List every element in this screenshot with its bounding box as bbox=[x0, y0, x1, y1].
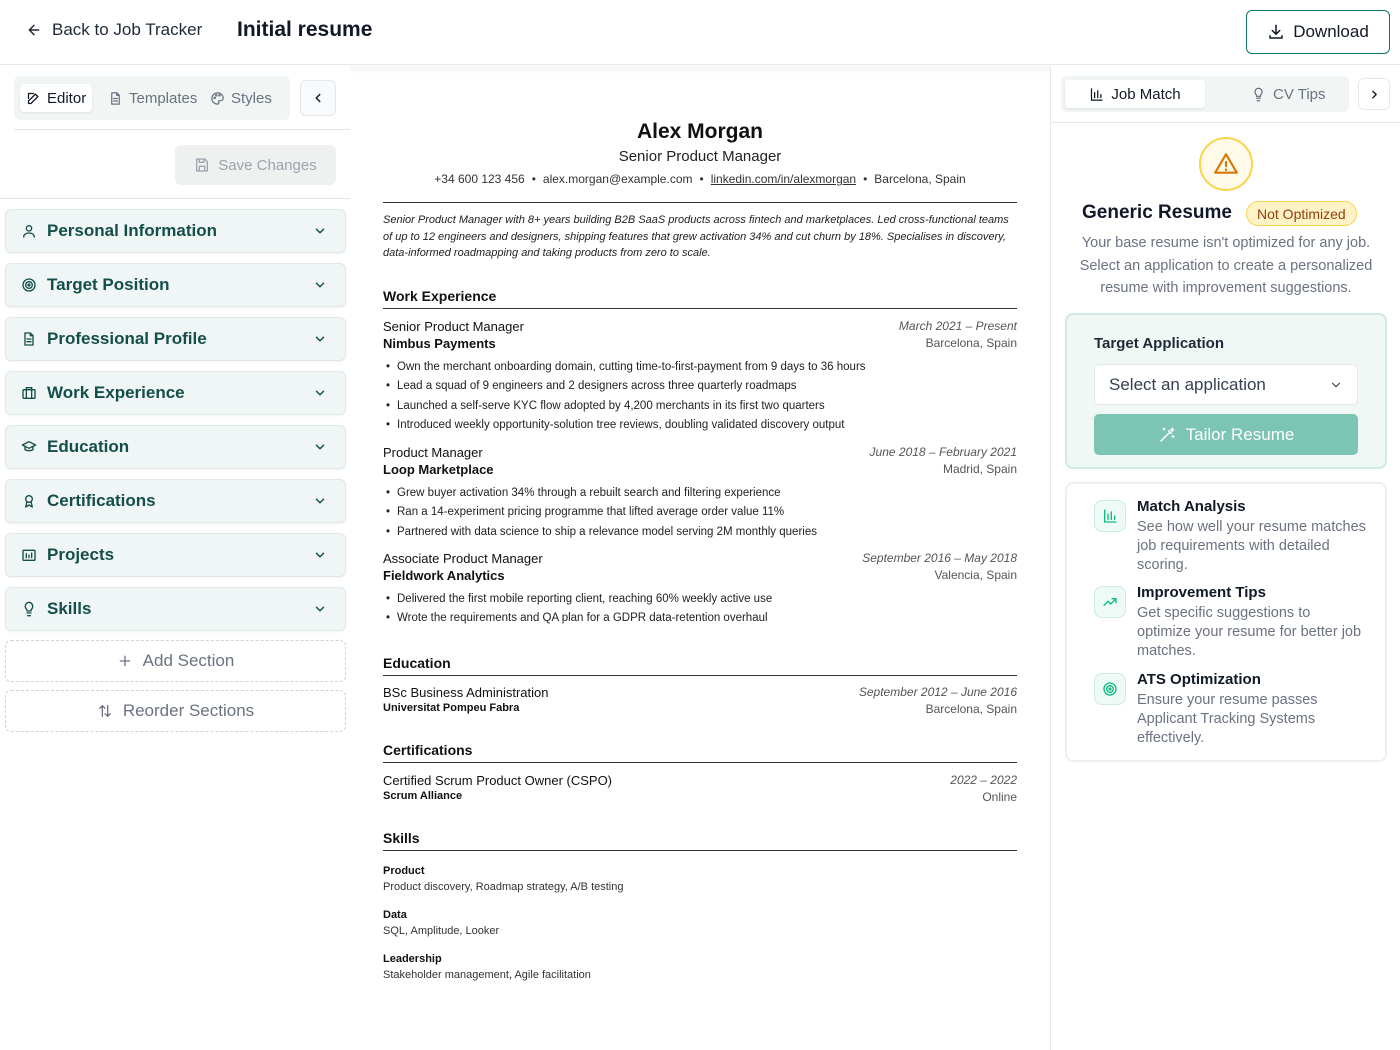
plus-icon bbox=[117, 653, 133, 669]
job-title: Senior Product Manager bbox=[383, 319, 524, 334]
reorder-sections-button[interactable] bbox=[5, 690, 346, 732]
folder-icon bbox=[20, 547, 37, 564]
certification-name: Certified Scrum Product Owner (CSPO) bbox=[383, 773, 613, 788]
preview-shadow bbox=[350, 66, 1050, 74]
job-dates: March 2021 – Present bbox=[898, 319, 1017, 333]
application-select-value: Select an application bbox=[1109, 374, 1266, 394]
edit-icon bbox=[26, 91, 41, 106]
features-card bbox=[1065, 482, 1387, 762]
resume-rule bbox=[383, 202, 1017, 203]
section-label: Skills bbox=[47, 599, 92, 618]
section-label: Work Experience bbox=[47, 383, 185, 402]
download-icon bbox=[1267, 23, 1285, 41]
resume-name: Alex Morgan bbox=[636, 120, 764, 143]
feature-title: ATS Optimization bbox=[1137, 671, 1261, 688]
application-select[interactable] bbox=[1094, 364, 1358, 405]
resume-rule bbox=[383, 675, 1017, 676]
job-bullet: • Own the merchant onboarding domain, cutting time-to-first-payment from 9 days to 36 hours bbox=[383, 358, 1017, 377]
resume-job bbox=[383, 551, 1017, 629]
skill-category: Product bbox=[383, 865, 425, 877]
tab-job-match-label: Job Match bbox=[1111, 85, 1181, 103]
resume-rule bbox=[383, 308, 1017, 309]
magic-wand-icon bbox=[1158, 426, 1176, 444]
resume-heading-work: Work Experience bbox=[383, 288, 497, 304]
section-personal-information[interactable] bbox=[5, 209, 346, 253]
job-bullet: • Ran a 14-experiment pricing programme that lifted average order value 11% bbox=[383, 503, 1017, 522]
chevron-down-icon bbox=[313, 332, 327, 346]
resume-role: Senior Product Manager bbox=[618, 148, 782, 165]
feature-title: Improvement Tips bbox=[1137, 584, 1266, 601]
download-button[interactable] bbox=[1246, 10, 1390, 54]
add-section-button[interactable] bbox=[5, 640, 346, 682]
back-to-job-tracker-link[interactable] bbox=[26, 20, 202, 40]
target-application-label: Target Application bbox=[1094, 335, 1225, 352]
resume-status-title: Generic Resume bbox=[1082, 202, 1232, 223]
job-company: Nimbus Payments bbox=[383, 336, 496, 351]
tailor-resume-label: Tailor Resume bbox=[1185, 424, 1295, 444]
certification-dates: 2022 – 2022 bbox=[950, 773, 1017, 787]
target-icon bbox=[20, 277, 37, 294]
job-bullet: • Launched a self-serve KYC flow adopted by 4,200 merchants in its first two quarters bbox=[383, 397, 1017, 416]
education-school: Universitat Pompeu Fabra bbox=[383, 702, 520, 714]
save-changes-button[interactable] bbox=[175, 145, 336, 185]
status-description: Your base resume isn't optimized for any job. Select an application to create a personalized resume with improvement suggestions. bbox=[1079, 235, 1373, 296]
chevron-right-icon bbox=[1368, 88, 1381, 101]
job-bullet: • Wrote the requirements and QA plan for a GDPR data-retention overhaul bbox=[383, 609, 1017, 628]
editor-sidebar bbox=[0, 66, 350, 1050]
section-label: Certifications bbox=[47, 491, 156, 510]
section-projects[interactable] bbox=[5, 533, 346, 577]
briefcase-icon bbox=[20, 385, 37, 402]
chevron-down-icon bbox=[313, 494, 327, 508]
certification-location: Online bbox=[982, 790, 1017, 804]
section-target-position[interactable] bbox=[5, 263, 346, 307]
graduation-cap-icon bbox=[20, 439, 37, 456]
resume-linkedin-link[interactable]: linkedin.com/in/alexmorgan bbox=[710, 172, 857, 186]
section-education[interactable] bbox=[5, 425, 346, 469]
palette-icon bbox=[210, 91, 225, 106]
reorder-arrows-icon bbox=[97, 703, 113, 719]
resume-skill-group bbox=[383, 909, 1017, 937]
lightbulb-icon bbox=[1251, 87, 1266, 102]
job-match-panel bbox=[1050, 66, 1400, 1050]
divider bbox=[14, 129, 350, 130]
resume-contact: +34 600 123 456 • alex.morgan@example.com • linkedin.com/in/alexmorgan • Barcelona, Spain bbox=[434, 172, 966, 186]
tab-cv-tips-label: CV Tips bbox=[1273, 85, 1326, 103]
feature-description: Get specific suggestions to optimize your resume for better job matches. bbox=[1137, 605, 1362, 659]
job-bullet: • Lead a squad of 9 engineers and 2 designers across three quarterly roadmaps bbox=[383, 377, 1017, 396]
section-label: Target Position bbox=[47, 275, 170, 294]
resume-certification-entry bbox=[383, 773, 1017, 802]
skill-items: Product discovery, Roadmap strategy, A/B testing bbox=[383, 881, 624, 893]
back-link-label: Back to Job Tracker bbox=[52, 20, 203, 39]
tab-templates[interactable] bbox=[102, 84, 203, 112]
job-location: Valencia, Spain bbox=[934, 568, 1017, 582]
section-certifications[interactable] bbox=[5, 479, 346, 523]
resume-summary: Senior Product Manager with 8+ years building B2B SaaS products across fintech and marketplaces. Led cross-functional teams of up to 12 engineers and designers, shipping features that grew activation 34% and cut churn by 18%. Specialises in discovery, data-informed roadmapping and taking products from zero to scale. bbox=[383, 214, 1009, 259]
file-icon bbox=[108, 91, 123, 106]
document-icon bbox=[20, 331, 37, 348]
collapse-panel-button[interactable] bbox=[1358, 78, 1390, 110]
education-location: Barcelona, Spain bbox=[925, 702, 1017, 716]
resume-skill-group bbox=[383, 865, 1017, 893]
save-changes-label: Save Changes bbox=[218, 156, 317, 174]
resume-phone: +34 600 123 456 bbox=[434, 172, 525, 186]
resume-heading-certifications: Certifications bbox=[383, 742, 473, 758]
tab-styles-label: Styles bbox=[231, 89, 272, 107]
resume-email: alex.morgan@example.com bbox=[542, 172, 693, 186]
resume-job bbox=[383, 445, 1017, 542]
resume-preview bbox=[350, 66, 1050, 1050]
job-bullet: • Delivered the first mobile reporting client, reaching 60% weekly active use bbox=[383, 590, 1017, 609]
chevron-down-icon bbox=[313, 224, 327, 238]
job-bullets bbox=[383, 358, 1017, 435]
skill-category: Data bbox=[383, 909, 407, 921]
section-label: Projects bbox=[47, 545, 115, 564]
skill-items: SQL, Amplitude, Looker bbox=[383, 925, 500, 937]
resume-job bbox=[383, 319, 1017, 435]
section-label: Personal Information bbox=[47, 221, 218, 240]
resume-rule bbox=[383, 850, 1017, 851]
job-bullet: • Grew buyer activation 34% through a rebuilt search and filtering experience bbox=[383, 484, 1017, 503]
divider bbox=[0, 198, 350, 199]
job-bullet: • Partnered with data science to ship a relevance model serving 2M monthly queries bbox=[383, 523, 1017, 542]
section-skills[interactable] bbox=[5, 587, 346, 631]
job-title: Product Manager bbox=[383, 445, 483, 460]
resume-rule bbox=[383, 762, 1017, 763]
tailor-resume-button[interactable] bbox=[1094, 414, 1358, 455]
chevron-down-icon bbox=[313, 386, 327, 400]
tab-styles[interactable] bbox=[204, 84, 278, 112]
job-dates: June 2018 – February 2021 bbox=[869, 445, 1017, 459]
chevron-down-icon bbox=[313, 440, 327, 454]
feature-description: See how well your resume matches job requirements with detailed scoring. bbox=[1137, 519, 1366, 573]
warning-badge bbox=[1199, 137, 1253, 191]
top-header bbox=[0, 0, 1400, 65]
education-dates: September 2012 – June 2016 bbox=[858, 685, 1017, 699]
tab-job-match[interactable] bbox=[1065, 80, 1205, 108]
feature-title: Match Analysis bbox=[1137, 498, 1246, 515]
tab-editor[interactable] bbox=[20, 84, 92, 112]
user-icon bbox=[20, 223, 37, 240]
tab-cv-tips[interactable] bbox=[1239, 80, 1338, 108]
tab-editor-label: Editor bbox=[47, 89, 87, 107]
job-location: Barcelona, Spain bbox=[925, 336, 1017, 350]
target-icon bbox=[1094, 673, 1126, 705]
trending-up-icon bbox=[1094, 586, 1126, 618]
status-badge: Not Optimized bbox=[1246, 201, 1357, 226]
bar-chart-icon bbox=[1089, 87, 1104, 102]
resume-skill-group bbox=[383, 953, 1017, 981]
education-degree: BSc Business Administration bbox=[383, 685, 549, 700]
resume-heading-education: Education bbox=[383, 655, 451, 671]
reorder-sections-label: Reorder Sections bbox=[122, 701, 255, 720]
bar-chart-icon bbox=[1094, 500, 1126, 532]
chevron-down-icon bbox=[1329, 378, 1343, 392]
chevron-down-icon bbox=[313, 278, 327, 292]
editor-tabbar bbox=[14, 76, 290, 120]
job-bullet: • Introduced weekly opportunity-solution tree reviews, doubling validated discovery output bbox=[383, 416, 1017, 435]
job-title: Associate Product Manager bbox=[383, 551, 543, 566]
job-company: Fieldwork Analytics bbox=[383, 568, 505, 583]
job-bullets bbox=[383, 484, 1017, 542]
section-label: Professional Profile bbox=[47, 329, 207, 348]
target-application-card bbox=[1065, 313, 1387, 469]
chevron-left-icon bbox=[311, 91, 325, 105]
right-tabbar bbox=[1061, 76, 1349, 112]
arrow-left-icon bbox=[26, 22, 42, 38]
skill-items: Stakeholder management, Agile facilitation bbox=[383, 969, 591, 981]
job-bullets bbox=[383, 590, 1017, 629]
job-dates: September 2016 – May 2018 bbox=[862, 551, 1017, 565]
add-section-label: Add Section bbox=[142, 651, 235, 670]
award-icon bbox=[20, 493, 37, 510]
download-label: Download bbox=[1293, 22, 1369, 41]
chevron-down-icon bbox=[313, 548, 327, 562]
job-location: Madrid, Spain bbox=[942, 462, 1017, 476]
collapse-editor-button[interactable] bbox=[300, 80, 336, 116]
tab-templates-label: Templates bbox=[129, 89, 198, 107]
section-label: Education bbox=[47, 437, 130, 456]
warning-triangle-icon bbox=[1213, 151, 1239, 177]
page-title: Initial resume bbox=[237, 18, 373, 41]
skill-category: Leadership bbox=[383, 953, 442, 965]
certification-issuer: Scrum Alliance bbox=[383, 790, 463, 802]
divider bbox=[1051, 122, 1400, 123]
resume-heading-skills: Skills bbox=[383, 830, 420, 846]
lightbulb-icon bbox=[20, 601, 37, 618]
save-icon bbox=[194, 157, 210, 173]
section-professional-profile[interactable] bbox=[5, 317, 346, 361]
feature-description: Ensure your resume passes Applicant Tracking Systems effectively. bbox=[1137, 692, 1318, 746]
resume-location: Barcelona, Spain bbox=[874, 172, 966, 186]
chevron-down-icon bbox=[313, 602, 327, 616]
resume-education-entry bbox=[383, 685, 1017, 714]
job-company: Loop Marketplace bbox=[383, 462, 494, 477]
section-work-experience[interactable] bbox=[5, 371, 346, 415]
